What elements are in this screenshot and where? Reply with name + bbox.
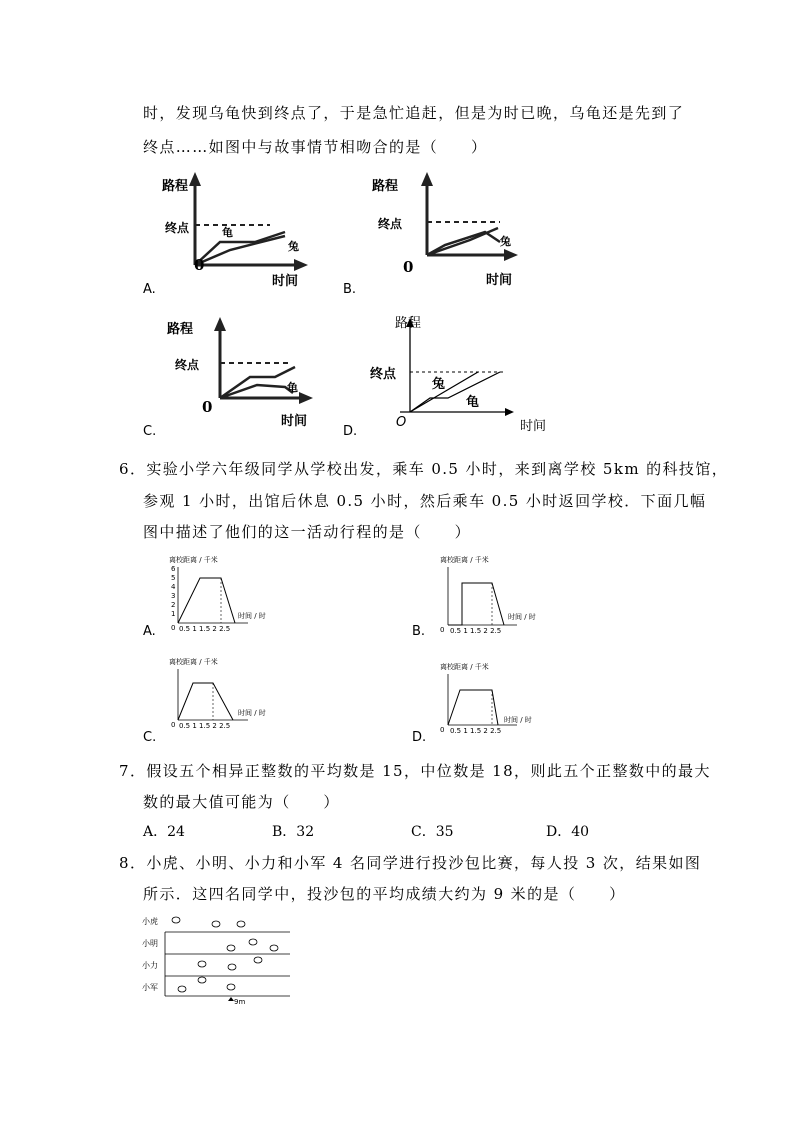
svg-text:时间: 时间 (281, 414, 308, 429)
svg-text:龟: 龟 (466, 395, 480, 410)
svg-text:0: 0 (202, 398, 213, 416)
svg-text:离校距离 / 千米: 离校距离 / 千米 (440, 556, 489, 564)
q5-graph-c (165, 315, 325, 430)
q5-graph-d (360, 312, 550, 437)
q7-text-line2: 数的最大值可能为（ ） (143, 793, 340, 811)
svg-text:1: 1 (171, 610, 176, 618)
svg-text:5: 5 (171, 574, 176, 582)
q8-text-line1: 8．小虎、小明、小力和小军 4 名同学进行投沙包比赛，每人投 3 次，结果如图 (119, 854, 702, 872)
q5-graph-b (370, 170, 530, 290)
q6-option-a: A. (143, 624, 156, 639)
q7-option-d: D．40 (546, 824, 590, 840)
svg-text:终点: 终点 (378, 217, 403, 231)
svg-text:时间 / 时: 时间 / 时 (238, 709, 266, 717)
q6-text-line3: 图中描述了他们的这一活动行程的是（ ） (143, 523, 472, 541)
svg-text:路程: 路程 (395, 316, 422, 331)
svg-text:时间: 时间 (486, 273, 513, 288)
q5-option-c: C. (143, 424, 157, 439)
svg-text:龟: 龟 (287, 381, 298, 394)
svg-text:4: 4 (171, 583, 176, 591)
q6-text-line1: 6．实验小学六年级同学从学校出发，乘车 0.5 小时，来到离学校 5km 的科技馆， (119, 460, 729, 478)
name-xiaohu: 小虎 (142, 917, 158, 926)
svg-text:3: 3 (171, 592, 176, 600)
svg-text:6: 6 (171, 565, 176, 573)
svg-text:0: 0 (403, 258, 414, 276)
q6-option-c: C. (143, 730, 157, 745)
q6-text-line2: 参观 1 小时，出馆后休息 0.5 小时，然后乘车 0.5 小时返回学校．下面几幅 (143, 492, 707, 510)
svg-text:路程: 路程 (372, 179, 399, 194)
svg-text:0.5 1 1.5 2 2.5: 0.5 1 1.5 2 2.5 (450, 727, 502, 735)
name-xiaoming: 小明 (142, 939, 158, 948)
svg-text:兔: 兔 (432, 377, 446, 392)
svg-text:时间 / 时: 时间 / 时 (508, 613, 536, 621)
time-label: 时间 (272, 274, 299, 289)
q5-option-a: A. (143, 282, 156, 297)
svg-text:0: 0 (440, 726, 445, 734)
q7-option-c: C．35 (411, 824, 454, 840)
svg-text:0: 0 (171, 721, 176, 729)
svg-text:0.5 1 1.5 2 2.5: 0.5 1 1.5 2 2.5 (179, 625, 231, 633)
q5-option-d: D. (343, 424, 358, 439)
svg-text:离校距离 / 千米: 离校距离 / 千米 (169, 658, 218, 666)
svg-text:兔: 兔 (500, 235, 511, 248)
svg-text:0: 0 (440, 626, 445, 633)
q6-option-d: D. (412, 730, 427, 745)
q5-option-b: B. (343, 282, 357, 297)
svg-text:时间: 时间 (520, 419, 547, 434)
q7-option-a: A．24 (143, 824, 185, 840)
q5-text-line1: 时，发现乌龟快到终点了，于是急忙追赶，但是为时已晚，乌龟还是先到了 (143, 104, 685, 122)
q8-text-line2: 所示．这四名同学中，投沙包的平均成绩大约为 9 米的是（ ） (143, 885, 626, 903)
svg-text:0: 0 (171, 624, 176, 632)
svg-text:时间 / 时: 时间 / 时 (238, 612, 266, 620)
nine-meter-mark: 9m (234, 998, 246, 1005)
q7-text-line1: 7．假设五个相异正整数的平均数是 15，中位数是 18，则此五个正整数中的最大 (119, 762, 711, 780)
svg-text:0.5 1 1.5 2 2.5: 0.5 1 1.5 2 2.5 (179, 722, 231, 730)
svg-text:离校距离 / 千米: 离校距离 / 千米 (440, 663, 489, 671)
q5-text-line2: 终点……如图中与故事情节相吻合的是（ ） (143, 138, 488, 156)
q6-graph-d (432, 660, 552, 740)
svg-text:时间 / 时: 时间 / 时 (504, 716, 532, 724)
name-xiaoli: 小力 (142, 961, 158, 970)
q7-option-b: B．32 (272, 824, 315, 840)
road-label: 路程 (162, 179, 189, 194)
svg-text:0.5 1 1.5 2 2.5: 0.5 1 1.5 2 2.5 (450, 627, 502, 633)
turtle-label: 龟 (222, 226, 233, 239)
svg-text:2: 2 (171, 601, 176, 609)
q6-graph-a (163, 553, 283, 633)
q5-graph-a (160, 170, 320, 290)
finish-label: 终点 (165, 221, 190, 235)
svg-text:离校距离 / 千米: 离校距离 / 千米 (169, 556, 218, 564)
svg-text:O: O (396, 415, 407, 430)
q8-sandbag-chart (140, 910, 300, 1005)
svg-text:终点: 终点 (175, 358, 200, 372)
svg-text:终点: 终点 (370, 367, 397, 382)
q6-graph-b (432, 553, 552, 633)
origin-label: 0 (194, 256, 205, 274)
q6-graph-c (163, 655, 283, 735)
name-xiaojun: 小军 (142, 983, 158, 992)
svg-text:路程: 路程 (167, 322, 194, 337)
q6-option-b: B. (412, 624, 426, 639)
rabbit-label: 兔 (288, 240, 299, 253)
